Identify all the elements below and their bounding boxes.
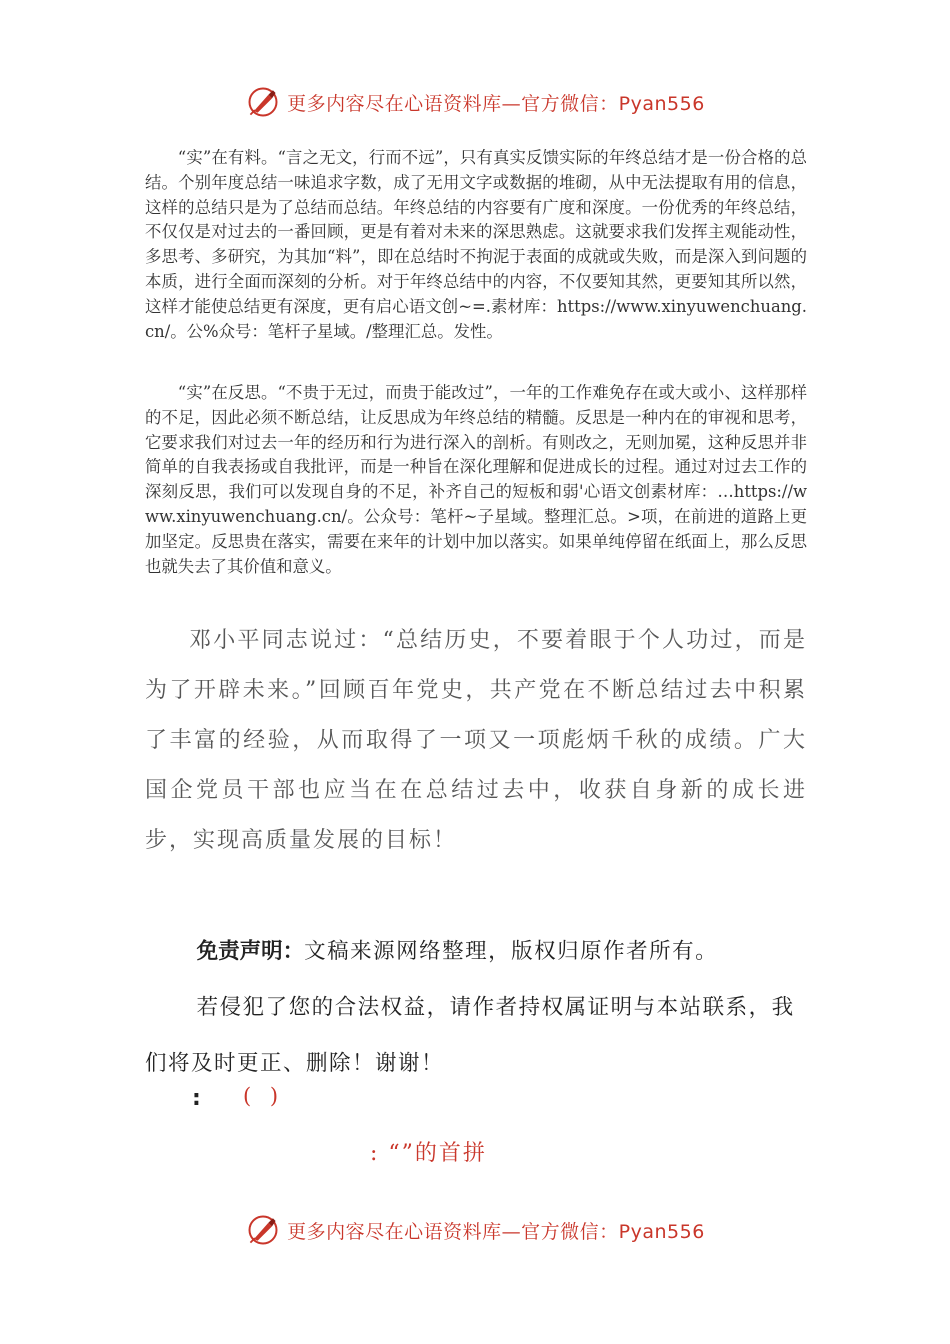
pen-nib-logo-icon <box>245 1212 281 1248</box>
banner-text: 更多内容尽在心语资料库—官方微信：Pyan556 <box>287 92 705 115</box>
header-banner <box>0 82 950 122</box>
disclaimer-line-2: 若侵犯了您的合法权益，请作者持权属证明与本站联系，我们将及时更正、删除！谢谢！ <box>145 995 795 1076</box>
footer-red-line: : “”的首拼 <box>370 1141 487 1166</box>
paragraph-substance: “实”在有料。“言之无文，行而不远”，只有真实反馈实际的年终总结才是一份合格的总结。个别年度总结一味追求字数，成了无用文字或数据的堆砌，从中无法提取有用的信息，这样的总结只是为了总结而总结。年终总结的内容要有广度和深度。一份优秀的年终总结，不仅仅是对过去的一番回顾，更是有着对未来的深思熟虑。这就要求我们发挥主观能动性，多思考、多研究，为其加“料”，即在总结时不拘泥于表面的成就或失败，而是深入到问题的本质，进行全面而深刻的分析。对于年终总结中的内容，不仅要知其然，更要知其所以然，这样才能使总结更有深度，更有启心语文创~=.素材库：https://www.xinyuwenchuang.cn/。公%众号：笔杆子星域。/整理汇总。发性。 <box>145 148 807 341</box>
footer-banner <box>0 1210 950 1250</box>
closing-paragraph: 邓小平同志说过：“总结历史，不要着眼于个人功过，而是为了开辟未来。”回顾百年党史，共产党在不断总结过去中积累了丰富的经验，从而取得了一项又一项彪炳千秋的成绩。广大国企党员干部也应当在在总结过去中，收获自身新的成长进步，实现高质量发展的目标！ <box>145 628 807 853</box>
wechat-id: Pyan556 <box>618 92 705 115</box>
disclaimer-label: 免责声明： <box>196 939 305 964</box>
disclaimer-text-1: 文稿来源网络整理，版权归原作者所有。 <box>304 939 719 964</box>
paragraph-reflection: “实”在反思。“不贵于无过，而贵于能改过”，一年的工作难免存在或大或小、这样那样的不足，因此必须不断总结，让反思成为年终总结的精髓。反思是一种内在的审视和思考，它要求我们对过去一年的经历和行为进行深入的剖析。有则改之，无则加冕，这种反思并非简单的自我表扬或自我批评，而是一种旨在深化理解和促进成长的过程。通过对过去工作的深刻反思，我们可以发现自身的不足，补齐自己的短板和弱'心语文创素材库：…https://www.xinyuwenchuang.cn/。公众号：笔杆~子星域。整理汇总。>项，在前进的道路上更加坚定。反思贵在落实，需要在来年的计划中加以落实。如果单纯停留在纸面上，那么反思也就失去了其价值和意义。 <box>145 383 807 576</box>
footer-parens: ( ) <box>243 1084 285 1108</box>
disclaimer-line-1 <box>145 924 807 980</box>
wechat-id: Pyan556 <box>618 1220 705 1243</box>
pen-nib-logo-icon <box>245 84 281 120</box>
footer-colon: : <box>192 1086 201 1111</box>
banner-text: 更多内容尽在心语资料库—官方微信：Pyan556 <box>287 1220 705 1243</box>
